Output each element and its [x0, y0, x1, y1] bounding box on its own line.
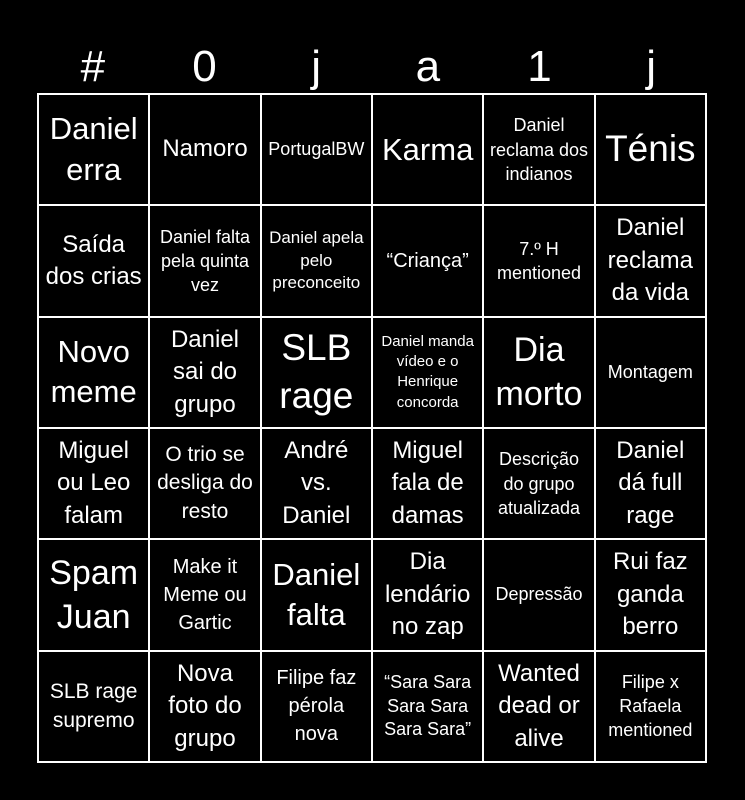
bingo-cell[interactable]	[483, 317, 594, 428]
bingo-header	[37, 40, 707, 94]
bingo-cell[interactable]	[149, 651, 260, 762]
bingo-cell[interactable]	[372, 428, 483, 539]
bingo-cell[interactable]	[372, 317, 483, 428]
cell-text: Spam Juan	[49, 553, 139, 636]
bingo-cell[interactable]	[595, 94, 706, 205]
cell-text: Ténis	[605, 128, 696, 170]
cell-text: O trio se desliga do resto	[157, 443, 253, 523]
cell-text: 7.º H mentioned	[496, 238, 582, 283]
bingo-cell[interactable]	[261, 317, 372, 428]
bingo-cell[interactable]	[149, 539, 260, 650]
cell-text: Dia morto	[495, 331, 583, 414]
cell-text: Descrição do grupo atualizada	[497, 449, 581, 518]
cell-text: Miguel fala de damas	[391, 437, 464, 529]
cell-text: Daniel sai do grupo	[170, 325, 240, 418]
bingo-cell[interactable]	[261, 539, 372, 650]
cell-text: Daniel apela pelo preconceito	[269, 227, 364, 293]
cell-text: Daniel dá full rage	[616, 437, 685, 529]
bingo-cell[interactable]	[38, 317, 149, 428]
bingo-cell[interactable]	[149, 205, 260, 316]
bingo-cell[interactable]	[372, 539, 483, 650]
bingo-cell[interactable]	[595, 205, 706, 316]
cell-text: André vs. Daniel	[282, 437, 351, 529]
cell-text: Daniel reclama dos indianos	[489, 115, 589, 184]
bingo-cell[interactable]	[483, 94, 594, 205]
bingo-cell[interactable]	[149, 94, 260, 205]
bingo-cell[interactable]	[38, 651, 149, 762]
bingo-cell[interactable]	[595, 428, 706, 539]
cell-text: Namoro	[162, 135, 248, 163]
bingo-cell[interactable]	[483, 428, 594, 539]
bingo-cell[interactable]	[38, 94, 149, 205]
cell-text: Daniel falta pela quinta vez	[159, 226, 251, 296]
bingo-cell[interactable]	[595, 651, 706, 762]
cell-text: Dia lendário no zap	[384, 548, 471, 641]
bingo-cell[interactable]	[149, 428, 260, 539]
bingo-cell[interactable]	[261, 94, 372, 205]
bingo-cell[interactable]	[595, 317, 706, 428]
header-letter: j	[311, 42, 322, 91]
bingo-cell[interactable]	[483, 651, 594, 762]
bingo-cell[interactable]	[372, 94, 483, 205]
cell-text: Rui faz ganda berro	[612, 548, 688, 641]
bingo-board	[37, 93, 707, 763]
cell-text: Depressão	[495, 584, 583, 605]
cell-text: Novo meme	[50, 334, 137, 410]
cell-text: Miguel ou Leo falam	[56, 437, 131, 529]
bingo-cell[interactable]	[261, 205, 372, 316]
bingo-cell[interactable]	[595, 539, 706, 650]
bingo-cell[interactable]	[483, 205, 594, 316]
bingo-cell[interactable]	[372, 651, 483, 762]
header-letter: 0	[192, 42, 217, 91]
cell-text: Saída dos crias	[45, 230, 142, 290]
cell-text: Daniel falta	[272, 556, 361, 632]
header-letter: a	[415, 42, 441, 91]
cell-text: PortugalBW	[268, 138, 365, 159]
bingo-cell[interactable]	[372, 205, 483, 316]
bingo-cell[interactable]	[38, 428, 149, 539]
cell-text: “Sara Sara Sara Sara Sara Sara”	[384, 672, 472, 740]
cell-text: Daniel reclama da vida	[607, 214, 693, 307]
cell-text: Make it Meme ou Gartic	[163, 555, 247, 634]
cell-text: Daniel manda vídeo e o Henrique concorda	[381, 332, 474, 411]
cell-text: Filipe x Rafaela mentioned	[608, 671, 693, 741]
cell-text: SLB rage	[279, 327, 354, 417]
bingo-cell[interactable]	[38, 205, 149, 316]
bingo-cell[interactable]	[261, 651, 372, 762]
cell-text: Wanted dead or alive	[498, 659, 580, 752]
header-letter: #	[80, 42, 106, 91]
cell-text: SLB rage supremo	[49, 679, 138, 733]
cell-text: Nova foto do grupo	[168, 659, 242, 752]
cell-text: Daniel erra	[49, 111, 138, 187]
bingo-cell[interactable]	[261, 428, 372, 539]
cell-text: Filipe faz pérola nova	[276, 667, 357, 746]
cell-text: “Criança”	[386, 249, 469, 272]
header-letter: 1	[527, 42, 552, 91]
bingo-cell[interactable]	[149, 317, 260, 428]
cell-text: Montagem	[607, 361, 693, 382]
header-letter: j	[646, 42, 657, 91]
bingo-cell[interactable]	[38, 539, 149, 650]
bingo-cell[interactable]	[483, 539, 594, 650]
cell-text: Karma	[382, 132, 474, 168]
